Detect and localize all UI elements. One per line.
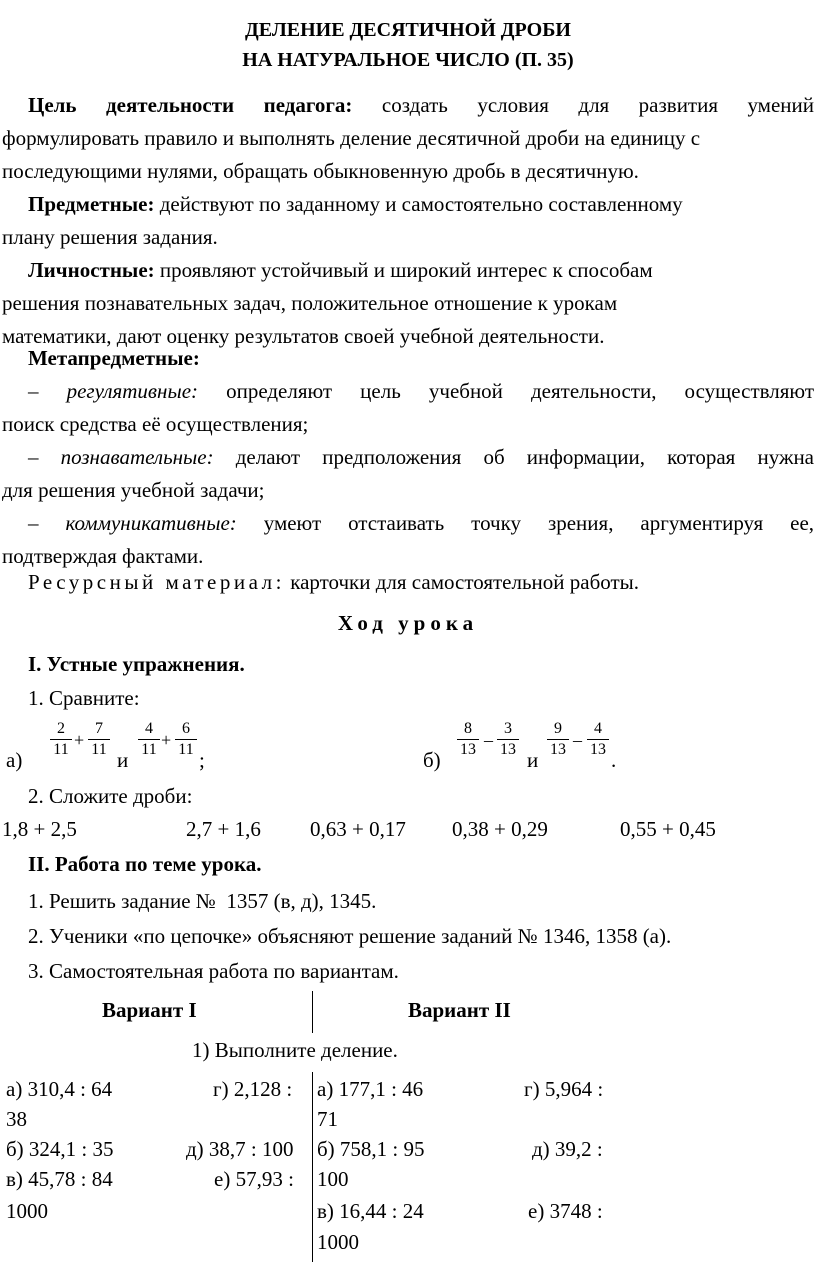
sum-3: 0,63 + 0,17 [310,817,406,841]
v2-item-v: в) 16,44 : 24 [317,1199,424,1223]
meta-cognitive-line-1: – познавательные: делают предположения об информации, которая нужна [28,445,815,469]
section2-heading: II. Работа по теме урока. [28,852,262,876]
variant-instruction: 1) Выполните деление. [192,1038,398,1062]
meta-cognitive-line-2: для решения учебной задачи; [2,478,265,502]
v1-item-b: б) 324,1 : 35 [6,1137,114,1161]
v1-item-g-cont: 38 [6,1107,27,1131]
v1-item-d: д) 38,7 : 100 [186,1137,294,1161]
regulative-label: регулятивные: [66,379,199,403]
personal-label: Личностные: [28,258,155,282]
v2-item-g-cont: 71 [317,1107,338,1131]
fraction-b4: 4 13 [587,720,609,759]
v1-item-a: а) 310,4 : 64 [6,1077,113,1101]
v1-item-e: е) 57,93 : [214,1167,294,1191]
communicative-label: коммуникативные: [65,511,237,535]
personal-paragraph [2,254,814,353]
meta-regulative-line-2: поиск средства её осуществления; [2,412,309,436]
section2-item-1: 1. Решить задание № 1357 (в, д), 1345. [28,889,377,913]
sum-1: 1,8 + 2,5 [2,817,77,841]
v2-item-e-cont: 1000 [317,1230,359,1254]
v2-item-g: г) 5,964 : [524,1077,604,1101]
personal-line-3: математики, дают оценку результатов своей учебной деятельности. [2,324,605,348]
personal-line-1: Личностные: проявляют устойчивый и широкий интерес к способам [28,258,653,282]
sum-5: 0,55 + 0,45 [620,817,716,841]
title-line-2: НА НАТУРАЛЬНОЕ ЧИСЛО (П. 35) [242,49,574,71]
goal-line-2: формулировать правило и выполнять деление десятичной дроби на единицу с [2,126,701,150]
section1-heading: I. Устные упражнения. [28,652,245,676]
compare-b-end: . [611,748,617,772]
minus-sign: – [573,730,582,750]
goal-line-1: Цель деятельности педагога: создать условия для развития умений [28,93,815,117]
lesson-heading: Ход урока [337,611,479,635]
meta-regulative-line-1: – регулятивные: определяют цель учебной деятельности, осуществляют [28,379,814,403]
v2-item-b: б) 758,1 : 95 [317,1137,425,1161]
goal-paragraph [2,89,814,188]
compare-a-label: а) [6,748,23,772]
fraction-b3: 9 13 [547,720,569,759]
plus-sign: + [161,730,172,750]
goal-line-3: последующими нулями, обращать обыкновенную дробь в десятичную. [2,159,639,183]
cognitive-label: познавательные: [60,445,214,469]
plus-sign: + [74,730,85,750]
personal-line-2: решения познавательных задач, положительное отношение к урокам [2,291,618,315]
variant-divider-bottom [312,1072,313,1262]
fraction-a1: 2 11 [50,720,72,759]
v2-item-a: а) 177,1 : 46 [317,1077,424,1101]
sum-4: 0,38 + 0,29 [452,817,548,841]
compare-b-and: и [527,748,539,772]
fraction-b1: 8 13 [457,720,479,759]
subject-paragraph [2,188,814,254]
v1-item-e-cont: 1000 [6,1199,48,1223]
task2-label: 2. Сложите дроби: [28,784,193,808]
meta-label-line [2,342,814,375]
meta-communicative-line-2: подтверждая фактами. [2,544,204,568]
v2-item-d: д) 39,2 : [532,1137,603,1161]
resource-line [28,568,639,596]
fraction-a2: 7 11 [88,720,110,759]
v2-item-e: е) 3748 : [528,1199,603,1223]
resource-text: карточки для самостоятельной работы. [290,570,640,594]
resource-label: Ресурсный материал: [28,570,285,594]
sum-2: 2,7 + 1,6 [186,817,261,841]
fraction-b2: 3 13 [497,720,519,759]
variant-1-heading: Вариант I [102,998,197,1022]
compare-a-and: и [117,748,129,772]
section2-item-2: 2. Ученики «по цепочке» объясняют решение заданий № 1346, 1358 (а). [28,924,672,948]
fraction-a3: 4 11 [138,720,160,759]
variant-divider-top [312,991,313,1033]
task1-label: 1. Сравните: [28,686,140,710]
meta-communicative-line-1: – коммуникативные: умеют отстаивать точку зрения, аргументируя ее, [28,511,815,535]
v2-item-d-cont: 100 [317,1167,349,1191]
goal-label: Цель деятельности педагога: [28,93,353,117]
meta-label: Метапредметные: [28,346,200,370]
fraction-a4: 6 11 [175,720,197,759]
minus-sign: – [484,730,493,750]
variant-2-heading: Вариант II [408,998,511,1022]
meta-paragraph [2,342,814,573]
section2-item-3: 3. Самостоятельная работа по вариантам. [28,959,399,983]
v1-item-g: г) 2,128 : [213,1077,293,1101]
compare-b-label: б) [423,748,441,772]
compare-a-end: ; [199,748,205,772]
v1-item-v: в) 45,78 : 84 [6,1167,113,1191]
subject-line-1: Предметные: действуют по заданному и самостоятельно составленному [28,192,683,216]
subject-label: Предметные: [28,192,155,216]
subject-line-2: плану решения задания. [2,225,218,249]
title-line-1: ДЕЛЕНИЕ ДЕСЯТИЧНОЙ ДРОБИ [245,19,571,41]
